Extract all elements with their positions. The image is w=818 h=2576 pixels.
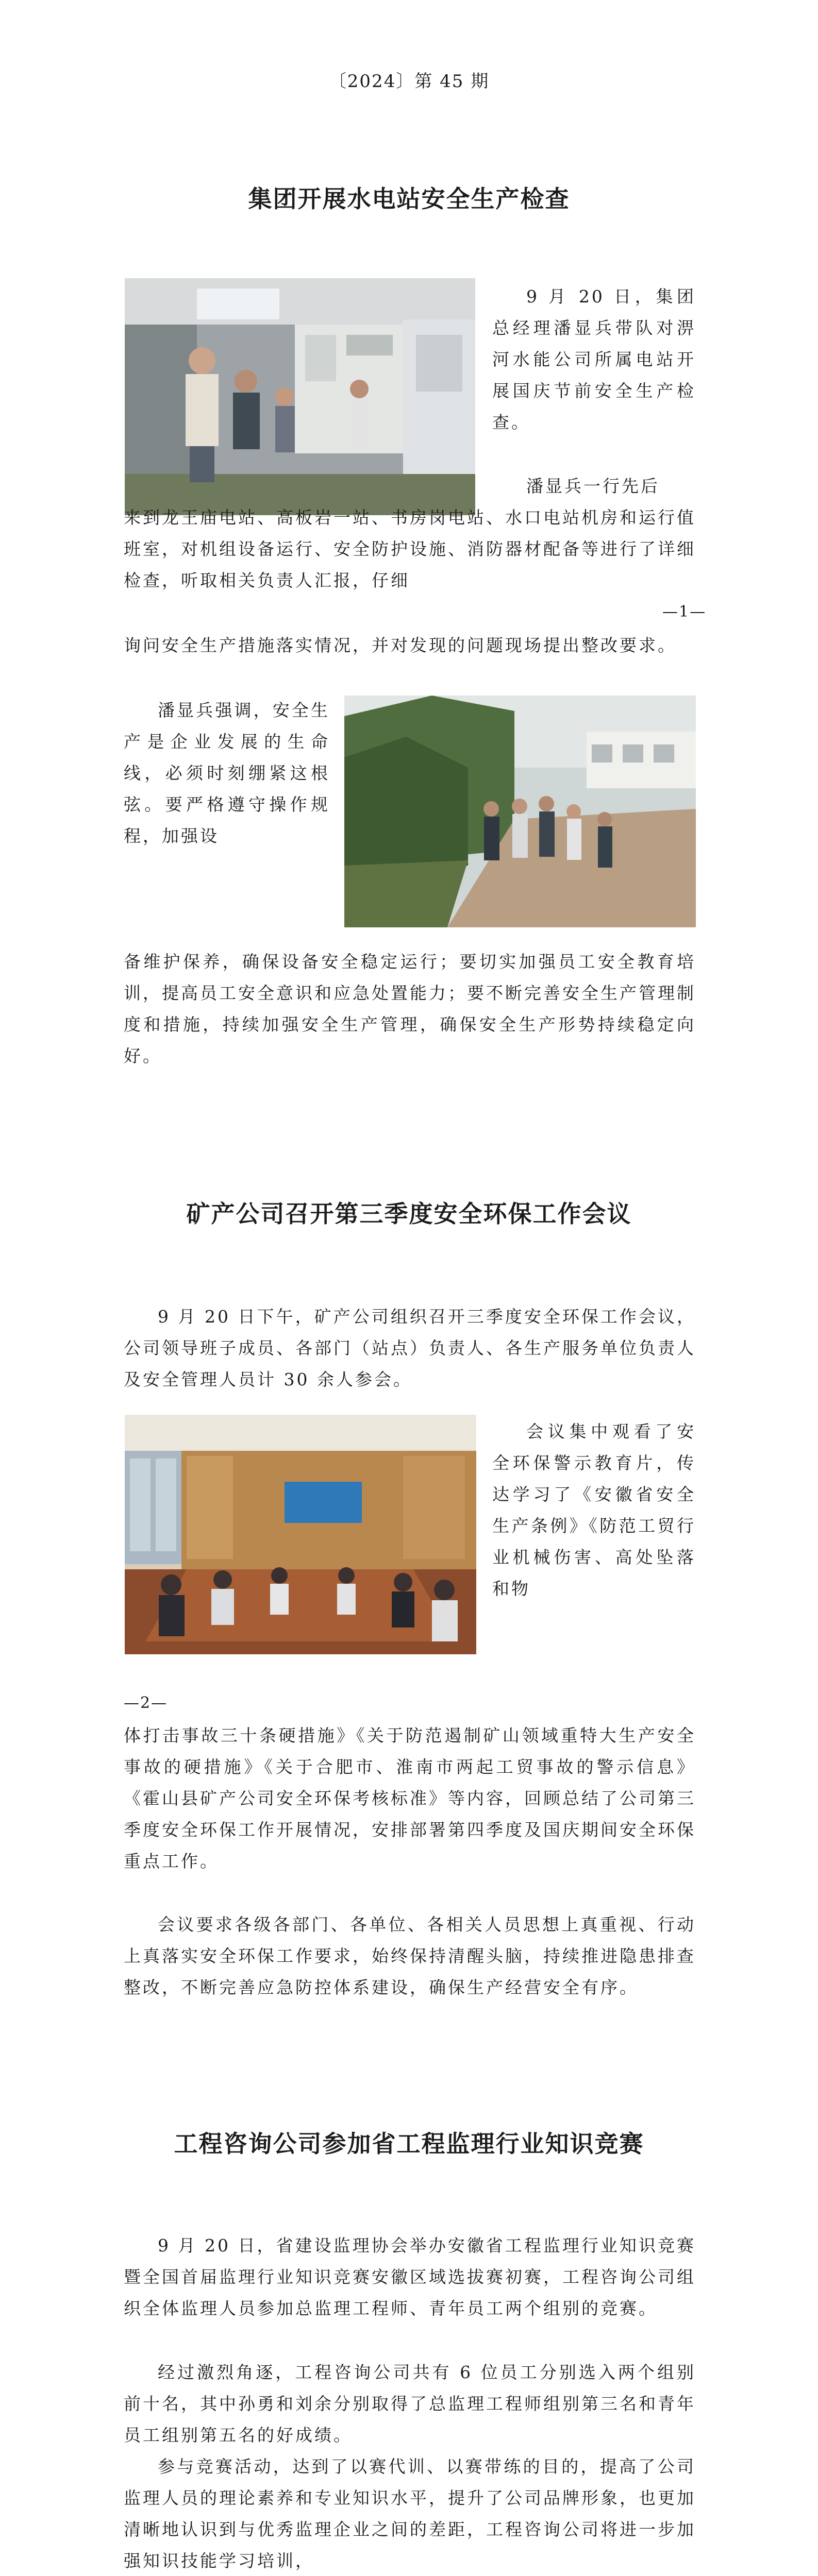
photo-power-station-inspection — [125, 278, 475, 515]
issue-number: 〔2024〕第 45 期 — [328, 71, 490, 92]
article1-paragraph-4: 备维护保养，确保设备安全稳定运行；要切实加强员工安全教育培训，提高员工安全意识和应急处置能力；要不断完善安全生产管理制度和措施，持续加强安全生产管理，确保安全生产形势持续稳定向好。 — [124, 952, 696, 1066]
article3-paragraph-1: 9 月 20 日，省建设监理协会举办安徽省工程监理行业知识竞赛暨全国首届监理行业知识竞赛安徽区域选拔赛初赛，工程咨询公司组织全体监理人员参加总监理工程师、青年员工两个组别的竞赛。 — [124, 2235, 696, 2318]
article2-paragraph-2: 体打击事故三十条硬措施》《关于防范遏制矿山领域重特大生产安全事故的硬措施》《关于合肥市、淮南市两起工贸事故的警示信息》《霍山县矿产公司安全环保考核标准》等内容，回顾总结了公司第三季度安全环保工作开展情况，安排部署第四季度及国庆期间安全环保重点工作。 — [124, 1725, 696, 1871]
photo-field-inspection — [344, 696, 696, 927]
article3-paragraph-3: 参与竞赛活动，达到了以赛代训、以赛带练的目的，提高了公司监理人员的理论素养和专业知识水平，提升了公司品牌形象，也更加清晰地认识到与优秀监理企业之间的差距，工程咨询公司将进一步加强知识技能学习培训， — [124, 2456, 696, 2571]
article2-paragraph-2-start: 会议集中观看了安全环保警示教育片，传达学习了《安徽省安全生产条例》《防范工贸行业机械伤害、高处坠落和物 — [492, 1421, 696, 1599]
article3-paragraph-2: 经过激烈角逐，工程咨询公司共有 6 位员工分别选入两个组别前十名，其中孙勇和刘余分别取得了总监理工程师组别第三名和青年员工组别第五名的好成绩。 — [124, 2362, 696, 2445]
article1-paragraph-4-start: 潘显兵强调，安全生产是企业发展的生命线，必须时刻绷紧这根弦。要严格遵守操作规程，加强设 — [124, 700, 330, 846]
article2-paragraph-3: 会议要求各级各部门、各单位、各相关人员思想上真重视、行动上真落实安全环保工作要求，始终保持清醒头脑，持续推进隐患排查整改，不断完善应急防控体系建设，确保生产经营安全有序。 — [124, 1914, 696, 1997]
article1-paragraph-3: 询问安全生产措施落实情况，并对发现的问题现场提出整改要求。 — [124, 635, 677, 655]
article2-paragraph-1: 9 月 20 日下午，矿产公司组织召开三季度安全环保工作会议，公司领导班子成员、各部门（站点）负责人、各生产服务单位负责人及安全管理人员计 30 余人参会。 — [124, 1307, 696, 1389]
page-number-1: —1— — [662, 603, 707, 621]
page-number-2: —2— — [124, 1694, 168, 1712]
article-title-1: 集团开展水电站安全生产检查 — [248, 185, 570, 213]
article1-paragraph-2: 来到龙王庙电站、高板岩一站、书房岗电站、水口电站机房和运行值班室，对机组设备运行、安全防护设施、消防器材配备等进行了详细检查，听取相关负责人汇报，仔细 — [124, 507, 696, 590]
article-title-3: 工程咨询公司参加省工程监理行业知识竞赛 — [174, 2130, 644, 2158]
article1-paragraph-2-start: 潘显兵一行先后 — [526, 476, 660, 496]
article1-paragraph-1: 9 月 20 日，集团总经理潘显兵带队对淠河水能公司所属电站开展国庆节前安全生产检查。 — [492, 286, 696, 432]
photo-safety-meeting — [125, 1415, 476, 1654]
article-title-2: 矿产公司召开第三季度安全环保工作会议 — [186, 1200, 632, 1228]
